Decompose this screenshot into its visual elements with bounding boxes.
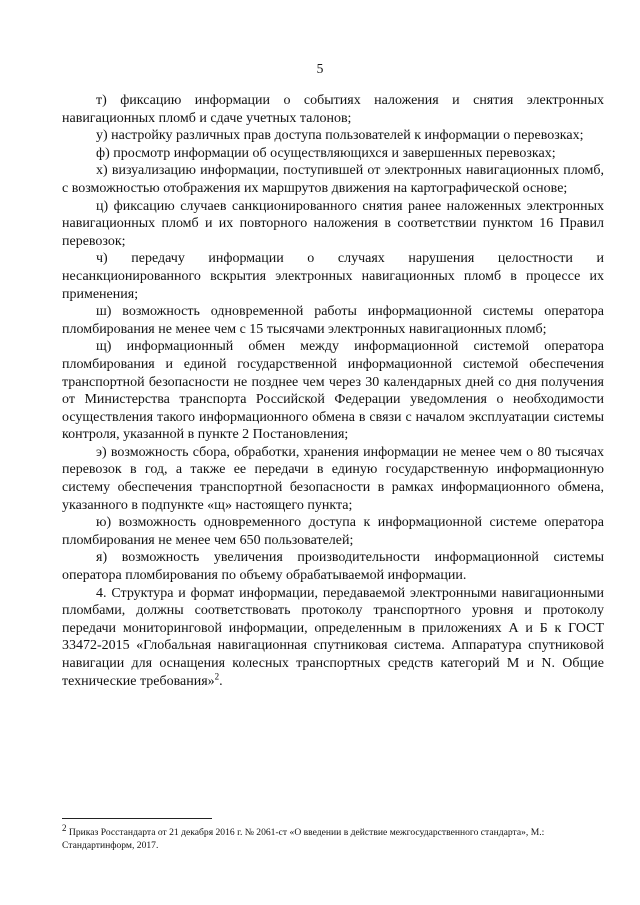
list-item-sh: ш) возможность одновременной работы информационной системы оператора пломбирования не менее чем с 15 тысячами электронных навигационных пломб;	[62, 304, 604, 337]
list-item-yu: ю) возможность одновременного доступа к информационной системе оператора пломбирования не менее чем 650 пользователей;	[62, 515, 604, 548]
footnote-text: Приказ Росстандарта от 21 декабря 2016 г. № 2061-ст «О введении в действие межгосударственного стандарта», М.: Стандартинформ, 2017.	[62, 827, 545, 851]
section-4-text: 4. Структура и формат информации, передаваемой электронными навигационными пломбами, должны соответствовать протоколу транспортного уровня и протоколу передачи мониторинговой информации, определенным в приложениях А и Б к ГОСТ 33472-2015 «Глобальная навигационная спутниковая система. Аппаратура спутниковой навигации для оснащения колесных транспортных средств категорий M и N. Общие технические требования»	[62, 585, 604, 689]
section-4-paragraph: 4. Структура и формат информации, передаваемой электронными навигационными пломбами, должны соответствовать протоколу транспортного уровня и протоколу передачи мониторинговой информации, определенным в приложениях А и Б к ГОСТ 33472-2015 «Глобальная навигационная спутниковая система. Аппаратура спутниковой навигации для оснащения колесных транспортных средств категорий M и N. Общие технические требования»$^2$.	[62, 585, 604, 689]
document-body	[62, 92, 604, 690]
list-item-t: т) фиксацию информации о событиях наложения и снятия электронных навигационных пломб и сдаче учетных талонов;	[62, 93, 604, 126]
list-item-ya: я) возможность увеличения производительности информационной системы оператора пломбирования по объему обрабатываемой информации.	[62, 550, 604, 584]
list-item-ts: ц) фиксацию случаев санкционированного снятия ранее наложенных электронных навигационных пломб и их повторного наложения в соответствии пунктом 16 Правил перевозок;	[62, 198, 604, 249]
list-item-u: у) настройку различных прав доступа пользователей к информации о перевозках;	[96, 128, 584, 144]
footnote-divider	[62, 818, 212, 819]
list-item-shch: щ) информационный обмен между информационной системой оператора пломбирования и единой государственной информационной системой обеспечения транспортной безопасности не позднее чем через 30 календарных дней со дня получения от Министерства транспорта Российской Федерации уведомления о необходимости осуществления такого информационного обмена в связи с началом эксплуатации системы контроля, указанной в пункте 2 Постановления;	[62, 339, 604, 443]
footnote	[62, 822, 604, 852]
page-number: 5	[316, 61, 324, 76]
list-item-kh: х) визуализацию информации, поступившей от электронных навигационных пломб, с возможностью отображения их маршрутов движения на картографической основе;	[62, 163, 604, 196]
list-item-e: э) возможность сбора, обработки, хранения информации не менее чем о 80 тысячах перевозок в год, а также ее передачи в единую государственную информационную систему обеспечения транспортной безопасности в рамках информационного обмена, указанного в подпункте «щ» настоящего пункта;	[62, 444, 604, 513]
footnote-number: 2	[62, 822, 67, 833]
list-item-ch: ч) передачу информации о случаях нарушения целостности и несанкционированного вскрытия электронных навигационных пломб в процессе их применения;	[62, 251, 604, 302]
list-item-f: ф) просмотр информации об осуществляющихся и завершенных перевозках;	[96, 145, 556, 161]
footnote-reference: 2	[214, 670, 220, 681]
